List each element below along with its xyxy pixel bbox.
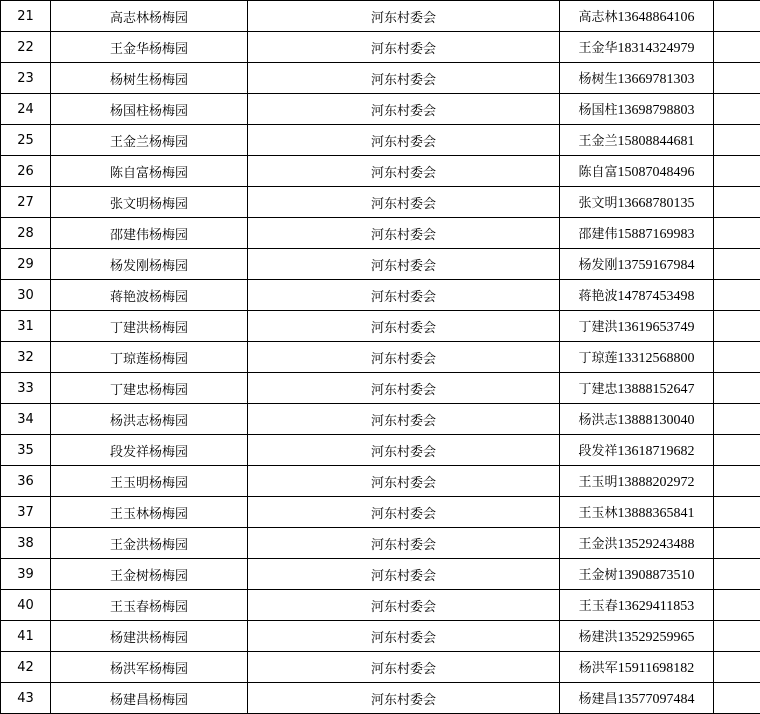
row-number: 38 xyxy=(1,528,51,559)
village-committee: 河东村委会 xyxy=(248,1,560,32)
contact-phone: 13888130040 xyxy=(618,413,695,428)
village-committee: 河东村委会 xyxy=(248,311,560,342)
table-row xyxy=(1,652,760,683)
contact-cell xyxy=(560,311,714,342)
contact-cell xyxy=(560,559,714,590)
table-row xyxy=(1,280,760,311)
contact-phone: 15087048496 xyxy=(618,165,695,180)
contact-name: 蒋艳波 xyxy=(578,289,617,304)
table-row xyxy=(1,497,760,528)
empty-cell xyxy=(714,652,760,683)
orchard-name: 杨发刚杨梅园 xyxy=(51,249,248,280)
row-number: 28 xyxy=(1,218,51,249)
contact-phone: 13529259965 xyxy=(618,630,695,645)
contact-cell xyxy=(560,187,714,218)
table-row xyxy=(1,249,760,280)
row-number: 31 xyxy=(1,311,51,342)
table-body xyxy=(1,1,760,714)
village-committee: 河东村委会 xyxy=(248,497,560,528)
contact-name: 王金华 xyxy=(578,41,617,56)
contact-name: 杨发刚 xyxy=(578,258,617,273)
contact-cell xyxy=(560,435,714,466)
contact-cell xyxy=(560,683,714,714)
contact-phone: 18314324979 xyxy=(618,41,695,56)
orchard-name: 丁建忠杨梅园 xyxy=(51,373,248,404)
orchard-name: 蒋艳波杨梅园 xyxy=(51,280,248,311)
village-committee: 河东村委会 xyxy=(248,156,560,187)
row-number: 41 xyxy=(1,621,51,652)
table-row xyxy=(1,435,760,466)
contact-name: 王玉林 xyxy=(578,506,617,521)
table-row xyxy=(1,218,760,249)
contact-phone: 13618719682 xyxy=(618,444,695,459)
village-committee: 河东村委会 xyxy=(248,125,560,156)
contact-cell xyxy=(560,652,714,683)
contact-name: 杨洪志 xyxy=(578,413,617,428)
contact-name: 丁琼莲 xyxy=(578,351,617,366)
village-committee: 河东村委会 xyxy=(248,652,560,683)
contact-name: 段发祥 xyxy=(578,444,617,459)
empty-cell xyxy=(714,404,760,435)
row-number: 42 xyxy=(1,652,51,683)
row-number: 36 xyxy=(1,466,51,497)
contact-name: 张文明 xyxy=(578,196,617,211)
contact-phone: 15887169983 xyxy=(618,227,695,242)
row-number: 23 xyxy=(1,63,51,94)
empty-cell xyxy=(714,187,760,218)
contact-name: 王金洪 xyxy=(578,537,617,552)
empty-cell xyxy=(714,683,760,714)
village-committee: 河东村委会 xyxy=(248,683,560,714)
village-committee: 河东村委会 xyxy=(248,342,560,373)
orchard-name: 杨洪志杨梅园 xyxy=(51,404,248,435)
empty-cell xyxy=(714,249,760,280)
row-number: 35 xyxy=(1,435,51,466)
table-row xyxy=(1,404,760,435)
contact-cell xyxy=(560,590,714,621)
contact-name: 邵建伟 xyxy=(578,227,617,242)
contact-cell xyxy=(560,497,714,528)
row-number: 34 xyxy=(1,404,51,435)
empty-cell xyxy=(714,125,760,156)
row-number: 26 xyxy=(1,156,51,187)
contact-name: 杨建洪 xyxy=(578,630,617,645)
table-row xyxy=(1,621,760,652)
table-row xyxy=(1,1,760,32)
orchard-name: 王金兰杨梅园 xyxy=(51,125,248,156)
contact-name: 丁建忠 xyxy=(578,382,617,397)
contact-name: 杨洪军 xyxy=(579,661,618,676)
contact-cell xyxy=(560,125,714,156)
orchard-name: 高志林杨梅园 xyxy=(51,1,248,32)
contact-name: 高志林 xyxy=(578,10,617,25)
row-number: 37 xyxy=(1,497,51,528)
contact-phone: 13668780135 xyxy=(618,196,695,211)
village-committee: 河东村委会 xyxy=(248,559,560,590)
row-number: 30 xyxy=(1,280,51,311)
contact-cell xyxy=(560,528,714,559)
empty-cell xyxy=(714,218,760,249)
table-row xyxy=(1,559,760,590)
table-row xyxy=(1,466,760,497)
row-number: 21 xyxy=(1,1,51,32)
contact-phone: 15808844681 xyxy=(618,134,695,149)
orchard-name: 王金华杨梅园 xyxy=(51,32,248,63)
empty-cell xyxy=(714,156,760,187)
village-committee: 河东村委会 xyxy=(248,94,560,125)
empty-cell xyxy=(714,466,760,497)
empty-cell xyxy=(714,435,760,466)
contact-cell xyxy=(560,32,714,63)
empty-cell xyxy=(714,311,760,342)
village-committee: 河东村委会 xyxy=(248,373,560,404)
contact-name: 王玉春 xyxy=(579,599,618,614)
contact-phone: 13888365841 xyxy=(618,506,695,521)
table-row xyxy=(1,125,760,156)
row-number: 27 xyxy=(1,187,51,218)
contact-name: 杨树生 xyxy=(578,72,617,87)
contact-phone: 15911698182 xyxy=(618,661,694,676)
contact-cell xyxy=(560,1,714,32)
contact-name: 杨建昌 xyxy=(578,692,617,707)
table-row xyxy=(1,94,760,125)
village-committee: 河东村委会 xyxy=(248,528,560,559)
village-committee: 河东村委会 xyxy=(248,218,560,249)
village-committee: 河东村委会 xyxy=(248,249,560,280)
orchard-name: 张文明杨梅园 xyxy=(51,187,248,218)
row-number: 32 xyxy=(1,342,51,373)
orchard-name: 王玉春杨梅园 xyxy=(51,590,248,621)
row-number: 33 xyxy=(1,373,51,404)
orchard-name: 邵建伟杨梅园 xyxy=(51,218,248,249)
village-committee: 河东村委会 xyxy=(248,187,560,218)
village-committee: 河东村委会 xyxy=(248,621,560,652)
village-committee: 河东村委会 xyxy=(248,466,560,497)
orchard-name: 王玉明杨梅园 xyxy=(51,466,248,497)
row-number: 39 xyxy=(1,559,51,590)
village-committee: 河东村委会 xyxy=(248,435,560,466)
contact-cell xyxy=(560,63,714,94)
empty-cell xyxy=(714,342,760,373)
table-row xyxy=(1,311,760,342)
row-number: 40 xyxy=(1,590,51,621)
village-committee: 河东村委会 xyxy=(248,280,560,311)
contact-phone: 13669781303 xyxy=(618,72,695,87)
contact-cell xyxy=(560,249,714,280)
orchard-name: 杨洪军杨梅园 xyxy=(51,652,248,683)
table-row xyxy=(1,156,760,187)
empty-cell xyxy=(714,497,760,528)
orchard-name: 陈自富杨梅园 xyxy=(51,156,248,187)
contact-name: 丁建洪 xyxy=(578,320,617,335)
orchard-name: 王玉林杨梅园 xyxy=(51,497,248,528)
contact-name: 王玉明 xyxy=(578,475,617,490)
contact-name: 王金兰 xyxy=(578,134,617,149)
contact-phone: 13629411853 xyxy=(618,599,694,614)
contact-phone: 13619653749 xyxy=(618,320,695,335)
row-number: 22 xyxy=(1,32,51,63)
village-committee: 河东村委会 xyxy=(248,404,560,435)
contact-phone: 13908873510 xyxy=(618,568,695,583)
row-number: 43 xyxy=(1,683,51,714)
contact-phone: 13698798803 xyxy=(618,103,695,118)
empty-cell xyxy=(714,528,760,559)
contact-cell xyxy=(560,94,714,125)
orchard-name: 丁琼莲杨梅园 xyxy=(51,342,248,373)
empty-cell xyxy=(714,559,760,590)
empty-cell xyxy=(714,590,760,621)
contact-cell xyxy=(560,218,714,249)
contact-cell xyxy=(560,621,714,652)
row-number: 24 xyxy=(1,94,51,125)
orchard-name: 杨建昌杨梅园 xyxy=(51,683,248,714)
contact-phone: 13648864106 xyxy=(618,10,695,25)
village-committee: 河东村委会 xyxy=(248,590,560,621)
orchard-name: 杨建洪杨梅园 xyxy=(51,621,248,652)
village-committee: 河东村委会 xyxy=(248,63,560,94)
empty-cell xyxy=(714,1,760,32)
orchard-name: 杨国柱杨梅园 xyxy=(51,94,248,125)
table-row xyxy=(1,342,760,373)
empty-cell xyxy=(714,32,760,63)
table-row xyxy=(1,32,760,63)
table-row xyxy=(1,528,760,559)
contact-phone: 13577097484 xyxy=(618,692,695,707)
row-number: 29 xyxy=(1,249,51,280)
contact-cell xyxy=(560,342,714,373)
contact-cell xyxy=(560,466,714,497)
contact-cell xyxy=(560,373,714,404)
empty-cell xyxy=(714,621,760,652)
contact-name: 杨国柱 xyxy=(578,103,617,118)
contact-cell xyxy=(560,404,714,435)
table-row xyxy=(1,590,760,621)
table-row xyxy=(1,187,760,218)
contact-phone: 13759167984 xyxy=(618,258,695,273)
orchard-name: 丁建洪杨梅园 xyxy=(51,311,248,342)
contact-phone: 14787453498 xyxy=(618,289,695,304)
contact-name: 陈自富 xyxy=(578,165,617,180)
empty-cell xyxy=(714,94,760,125)
orchard-name: 段发祥杨梅园 xyxy=(51,435,248,466)
village-committee: 河东村委会 xyxy=(248,32,560,63)
orchard-name: 杨树生杨梅园 xyxy=(51,63,248,94)
table-row xyxy=(1,63,760,94)
contact-cell xyxy=(560,156,714,187)
orchard-name: 王金树杨梅园 xyxy=(51,559,248,590)
contact-phone: 13888202972 xyxy=(618,475,695,490)
contact-phone: 13529243488 xyxy=(618,537,695,552)
contact-phone: 13888152647 xyxy=(618,382,695,397)
contact-cell xyxy=(560,280,714,311)
contact-name: 王金树 xyxy=(578,568,617,583)
table-row xyxy=(1,373,760,404)
empty-cell xyxy=(714,63,760,94)
orchard-name: 王金洪杨梅园 xyxy=(51,528,248,559)
empty-cell xyxy=(714,280,760,311)
empty-cell xyxy=(714,373,760,404)
table-row xyxy=(1,683,760,714)
contact-phone: 13312568800 xyxy=(618,351,695,366)
row-number: 25 xyxy=(1,125,51,156)
